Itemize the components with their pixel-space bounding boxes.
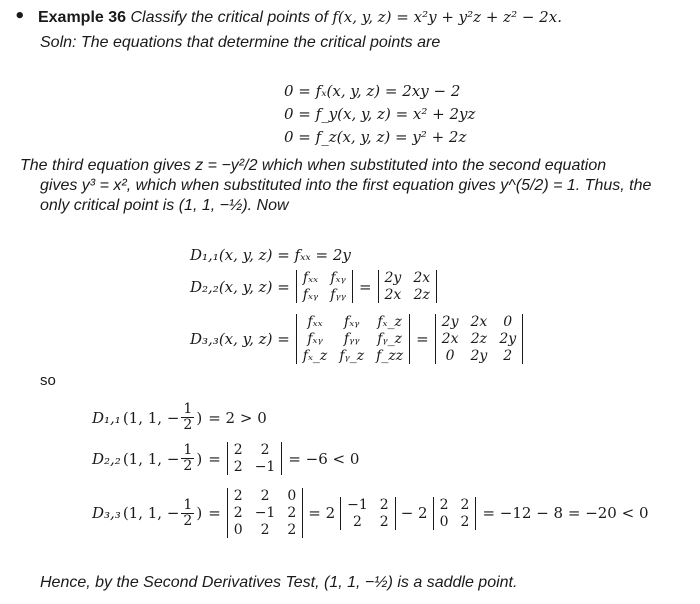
point-prefix: (1, 1, − [122, 408, 180, 427]
d33-definition [190, 314, 523, 364]
paragraph-line-2: gives y³ = x², which when substituted into the first equation gives y^(5/2) = 1. Thus, the [40, 177, 652, 194]
soln-text: The equations that determine the critical points are [80, 34, 441, 51]
matrix-cell: −1 [347, 496, 368, 513]
matrix-cell: 2x [470, 314, 488, 330]
matrix-cell: 2 [233, 442, 243, 458]
matrix-cell: 2 [460, 496, 470, 513]
matrix-cell: fₓ_z [302, 348, 328, 364]
equals-sign: = [416, 330, 429, 348]
matrix-cell: −1 [254, 505, 276, 521]
d33-name: D₃,₃ [92, 504, 121, 522]
matrix-cell: 0 [445, 348, 455, 364]
cofactor-minor-2 [433, 497, 477, 530]
matrix-cell: 2 [439, 496, 449, 513]
point-fraction [181, 402, 194, 433]
point-fraction [181, 498, 194, 529]
matrix-cell: 2 [460, 513, 470, 530]
matrix-cell: 2 [260, 522, 270, 538]
example-function: f(x, y, z) = x²y + y²z + z² − 2x. [332, 8, 562, 26]
so-label: so [40, 372, 56, 389]
point-suffix: ) [196, 408, 203, 427]
matrix-cell: 2z [470, 331, 488, 347]
matrix-cell: 2y [384, 270, 402, 286]
equation-fz: 0 = f_z(x, y, z) = y² + 2z [284, 128, 467, 146]
matrix-cell: fᵧᵧ [343, 331, 360, 347]
example-header [14, 6, 562, 27]
point-fraction [181, 443, 194, 474]
matrix-cell: 2 [233, 459, 243, 475]
matrix-cell: 2x [441, 331, 459, 347]
equation-fx: 0 = fₓ(x, y, z) = 2xy − 2 [284, 82, 461, 100]
matrix-cell: 2x [384, 287, 402, 303]
matrix-cell: 2 [233, 505, 243, 521]
matrix-cell: fₓₓ [307, 314, 323, 330]
fraction-numerator: 1 [183, 442, 193, 458]
matrix-cell: 2y [499, 331, 517, 347]
paragraph-line-3: only critical point is (1, 1, −½). Now [40, 197, 289, 214]
matrix-cell: 2 [379, 496, 389, 513]
matrix-cell: 2 [287, 505, 297, 521]
example-label: Example 36 [37, 9, 127, 26]
d22-numeric-matrix [227, 442, 283, 475]
matrix-cell: fₓᵧ [302, 287, 319, 303]
soln-label: Soln: [40, 34, 77, 51]
matrix-cell: 2y [441, 314, 459, 330]
fraction-denominator: 2 [183, 458, 193, 474]
matrix-cell: 2 [287, 522, 297, 538]
d11-definition: D₁,₁(x, y, z) = fₓₓ = 2y [190, 246, 351, 264]
d11-evaluation [92, 402, 267, 433]
matrix-cell: f_zz [376, 348, 404, 364]
d22-partials-matrix [296, 270, 353, 303]
matrix-cell: 0 [439, 513, 449, 530]
fraction-denominator: 2 [183, 417, 193, 433]
d33-evaluation [92, 488, 649, 538]
d33-numeric-matrix [227, 488, 303, 538]
fraction-numerator: 1 [183, 496, 193, 513]
cofactor-coefficient-2: − 2 [400, 504, 428, 522]
point-prefix: (1, 1, − [122, 504, 180, 522]
matrix-cell: 0 [233, 522, 243, 538]
matrix-cell: fₓᵧ [330, 270, 346, 286]
d22-definition [190, 270, 437, 303]
d22-lhs: D₂,₂(x, y, z) = [190, 277, 290, 296]
matrix-cell: 0 [503, 314, 513, 330]
matrix-cell: 2 [233, 488, 243, 504]
fraction-denominator: 2 [183, 512, 193, 529]
d33-result: = −12 − 8 = −20 < 0 [482, 504, 649, 522]
matrix-cell: 2 [260, 488, 270, 504]
matrix-cell: 2 [503, 348, 513, 364]
equals-sign: = [208, 449, 221, 468]
cofactor-minor-1 [340, 497, 396, 530]
point-prefix: (1, 1, − [122, 449, 180, 468]
d22-evaluation [92, 442, 359, 475]
matrix-cell: fᵧ_z [377, 331, 403, 347]
point-suffix: ) [196, 449, 203, 468]
d22-result: = −6 < 0 [288, 449, 360, 468]
matrix-cell: 2 [353, 513, 362, 530]
d22-name: D₂,₂ [92, 449, 121, 468]
matrix-cell: fᵧ_z [339, 348, 365, 364]
d33-values-matrix [435, 314, 523, 364]
matrix-cell: fₓₓ [302, 270, 319, 286]
matrix-cell: 2 [260, 442, 270, 458]
example-prompt: Classify the critical points of [130, 9, 328, 26]
matrix-cell: 2z [413, 287, 430, 303]
d33-lhs: D₃,₃(x, y, z) = [190, 330, 290, 348]
matrix-cell: 0 [287, 488, 297, 504]
equation-fy: 0 = f_y(x, y, z) = x² + 2yz [284, 105, 476, 123]
fraction-numerator: 1 [183, 401, 193, 417]
point-suffix: ) [196, 504, 203, 522]
matrix-cell: 2y [470, 348, 488, 364]
bullet-icon: • [14, 6, 26, 27]
matrix-cell: 2 [379, 513, 389, 530]
d11-name: D₁,₁ [92, 408, 121, 427]
d33-partials-matrix [296, 314, 410, 364]
matrix-cell: fₓᵧ [307, 331, 323, 347]
cofactor-coefficient-1: = 2 [308, 504, 336, 522]
equals-sign: = [208, 504, 221, 522]
soln-line [40, 34, 440, 52]
matrix-cell: fₓᵧ [344, 314, 360, 330]
matrix-cell: fᵧᵧ [330, 287, 346, 303]
matrix-cell: fₓ_z [377, 314, 402, 330]
equals-sign: = [358, 277, 372, 296]
d11-result: = 2 > 0 [208, 408, 267, 427]
matrix-cell: −1 [254, 459, 276, 475]
d22-values-matrix [378, 270, 438, 303]
matrix-cell: 2x [413, 270, 431, 286]
paragraph-line-1: The third equation gives z = −y²/2 which when substituted into the second equation [20, 157, 607, 174]
conclusion: Hence, by the Second Derivatives Test, (1, 1, −½) is a saddle point. [40, 574, 518, 591]
